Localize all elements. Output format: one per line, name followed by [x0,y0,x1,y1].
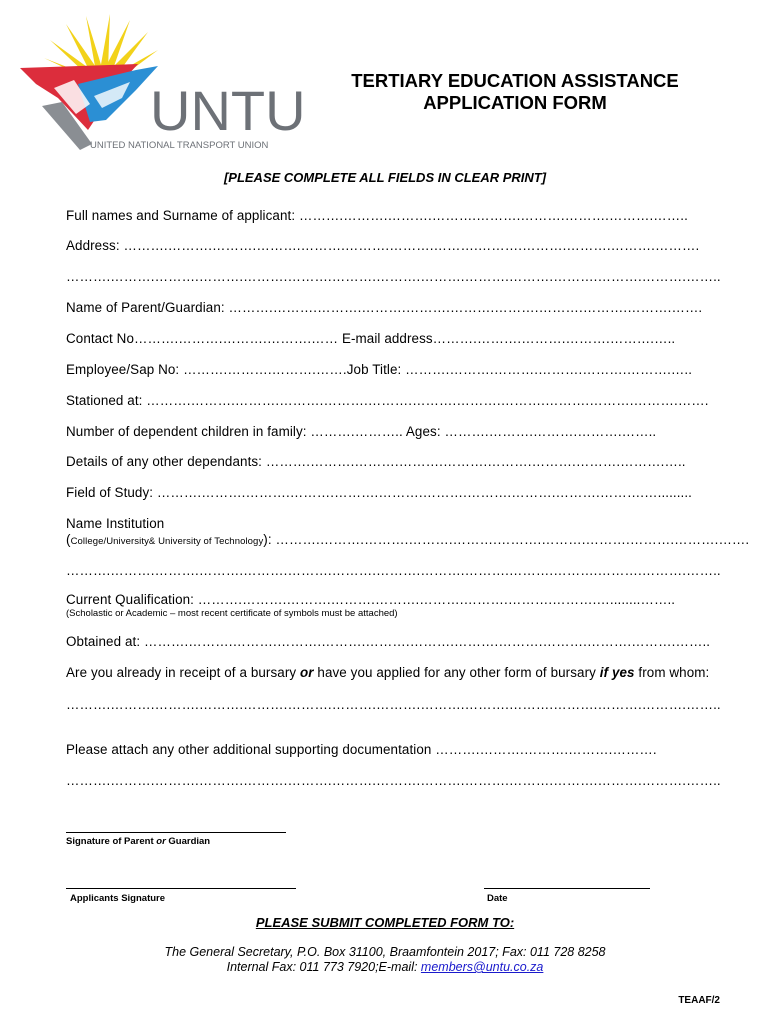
parent-signature-line[interactable] [66,832,286,833]
institution-hint: College/University& University of Technology [70,536,264,547]
form-title-line2: APPLICATION FORM [423,92,607,113]
bursary-question-post: from whom: [634,665,710,680]
address-line-2-prefix: Internal Fax: 011 773 7920;E-mail: [226,960,421,974]
address-field-1[interactable]: Address: ……….……….……….……….……….……….……….……….……….……….……….……….………. [66,238,700,253]
address-line-2 [0,960,770,974]
bursary-question-mid: have you applied for any other form of bursary [313,665,600,680]
institution-field[interactable] [66,532,749,547]
qualification-hint: (Scholastic or Academic – most recent certificate of symbols must be attached) [66,608,398,619]
bursary-question-pre: Are you already in receipt of a bursary [66,665,300,680]
form-reference: TEAAF/2 [678,995,720,1006]
institution-label: Name Institution [66,516,165,531]
address-line-1: The General Secretary, P.O. Box 31100, Braamfontein 2017; Fax: 011 728 8258 [164,945,606,959]
form-title-line1: TERTIARY EDUCATION ASSISTANCE [351,70,679,91]
bursary-field[interactable]: ……….……….……….……….……….……….……….……….……….……….……….……….……….……….…….. [66,697,721,712]
institution-field-2[interactable]: ……….……….……….……….……….……….……….……….……….……….……….……….……….……….…….. [66,563,721,578]
instruction-text: [PLEASE COMPLETE ALL FIELDS IN CLEAR PRINT] [223,170,547,185]
bursary-question [66,665,709,680]
dependents-field[interactable]: Number of dependent children in family: ……….……….. Ages: ……….……….……….……….…….. [66,424,657,439]
bursary-question-or: or [300,665,314,680]
bursary-question-if-yes: if yes [599,665,635,680]
date-line[interactable] [484,888,650,889]
handshake-sun-icon [18,10,318,155]
institution-paren-open: ( [66,532,71,547]
institution-dots: ……….……….……….……….……….……….……….……….……….……….……. [275,532,750,547]
parent-signature-post: Guardian [165,836,211,847]
qualification-field[interactable]: Current Qualification: ……….……….……….……….……….……….……….……….……….…........…….. [66,592,676,607]
email-link[interactable]: members@untu.co.za [420,960,544,974]
obtained-at-field[interactable]: Obtained at: ……….……….……….……….……….……….……….……….……….……….……….……….…….. [66,634,711,649]
supporting-docs-field[interactable]: Please attach any other additional supporting documentation ……….……….……….……….………. [66,742,657,757]
untu-logo [18,10,318,155]
full-names-field[interactable]: Full names and Surname of applicant: ……….……….……….……….……….……….……….……….…….. [66,208,688,223]
institution-paren-close: ): [263,532,272,547]
logo-wordmark: UNTU [150,79,306,142]
applicant-signature-line[interactable] [66,888,296,889]
applicant-signature-label: Applicants Signature [70,893,166,904]
logo-org-name: UNITED NATIONAL TRANSPORT UNION [90,140,269,151]
parent-guardian-field[interactable]: Name of Parent/Guardian: ……….……….……….……….……….……….……….……….……….……….……. [66,300,703,315]
supporting-docs-field-2[interactable]: ……….……….……….……….……….……….……….……….……….……….……….……….……….……….…….. [66,773,721,788]
field-of-study-field[interactable]: Field of Study: ……….……….……….……….……….……….……….……….……….……….……….…......... [66,485,693,500]
stationed-field[interactable]: Stationed at: ……….……….……….……….……….……….……….……….……….……….……….……….……. [66,393,709,408]
parent-signature-label [66,836,210,847]
address-field-2[interactable]: ……….……….……….……….……….……….……….……….……….……….……….……….……….……….…….. [66,269,721,284]
contact-email-field[interactable]: Contact No……….……….……….……….…… E-mail address……….……….……….……….……….….. [66,331,676,346]
submit-heading: PLEASE SUBMIT COMPLETED FORM TO: [255,915,515,930]
form-title [320,70,710,114]
other-dependants-field[interactable]: Details of any other dependants: ……….……….……….……….……….……….……….……….……….….. [66,454,686,469]
parent-signature-or: or [156,836,166,847]
employee-job-field[interactable]: Employee/Sap No: ……….……….……….…….Job Title: ……….……….……….……….……….……….….. [66,362,693,377]
date-label: Date [487,893,508,904]
parent-signature-pre: Signature of Parent [66,836,157,847]
